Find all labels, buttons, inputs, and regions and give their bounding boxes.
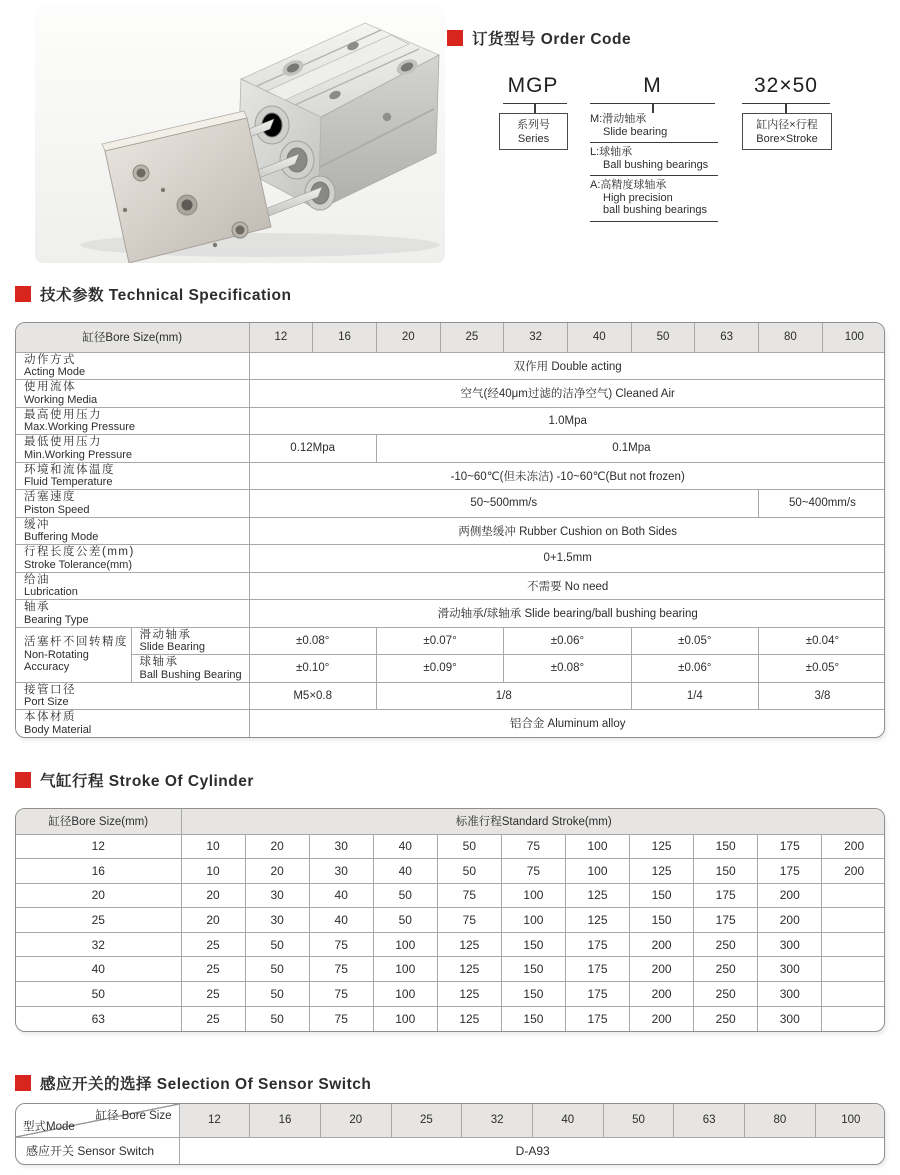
bore-header-cell: 25: [440, 323, 504, 352]
stroke-value-cell: 25: [181, 982, 245, 1007]
stroke-row: [16, 908, 885, 933]
stroke-value-cell: 50: [245, 982, 309, 1007]
stroke-bore-cell: 63: [16, 1006, 181, 1031]
stroke-value-cell: 200: [822, 834, 885, 859]
stroke-value-cell: 25: [181, 932, 245, 957]
stroke-value-cell: 200: [758, 908, 822, 933]
spec-row-label: 缓冲 Buffering Mode: [16, 517, 249, 545]
stroke-value-cell: 250: [694, 957, 758, 982]
spec-value-cell: 不需要 No need: [249, 572, 885, 600]
spec-value-cell: 铝合金 Aluminum alloy: [249, 710, 885, 737]
spec-row: [16, 655, 885, 683]
bearing-option: A:高精度球轴承 High precision ball bushing bearings: [590, 176, 718, 222]
bore-header-cell: 12: [179, 1104, 250, 1137]
stroke-value-cell: 50: [373, 908, 437, 933]
spec-value-cell: ±0.10°: [249, 655, 376, 683]
stroke-value-cell: 250: [694, 932, 758, 957]
red-bullet-icon: [15, 286, 31, 302]
spec-row: [16, 627, 885, 655]
stroke-value-cell: 125: [565, 883, 629, 908]
stroke-value-cell: 150: [630, 883, 694, 908]
series-label-zh: 系列号: [517, 119, 550, 131]
series-label-box: [499, 113, 568, 150]
stroke-bore-cell: 32: [16, 932, 181, 957]
stroke-value-cell: 300: [758, 982, 822, 1007]
stroke-row: [16, 834, 885, 859]
sensor-table: [16, 1104, 885, 1164]
stroke-value-cell: 20: [245, 859, 309, 884]
spec-value-cell: ±0.06°: [504, 627, 631, 655]
stroke-header-value: 标准行程Standard Stroke(mm): [181, 809, 885, 834]
stroke-value-cell: 30: [309, 834, 373, 859]
stroke-value-cell: [822, 932, 885, 957]
stroke-row: [16, 932, 885, 957]
spec-header-row: [16, 323, 885, 352]
stroke-value-cell: 50: [245, 932, 309, 957]
spec-value-cell: ±0.09°: [376, 655, 503, 683]
spec-value-cell: 空气(经40μm过滤的洁净空气) Cleaned Air: [249, 380, 885, 408]
stroke-value-cell: 150: [501, 982, 565, 1007]
stroke-row: [16, 859, 885, 884]
spec-row-sublabel: 滑动轴承 Slide Bearing: [131, 627, 249, 655]
spec-value-cell: 1/8: [376, 682, 631, 710]
stroke-value-cell: 75: [309, 982, 373, 1007]
stroke-value-cell: 30: [245, 883, 309, 908]
stroke-value-cell: 75: [501, 834, 565, 859]
bore-header-cell: 12: [249, 323, 313, 352]
spec-value-cell: ±0.08°: [504, 655, 631, 683]
size-label-en: Bore×Stroke: [756, 133, 818, 145]
stroke-value-cell: 250: [694, 1006, 758, 1031]
size-label-zh: 缸内径×行程: [756, 119, 818, 131]
bore-header-cell: 16: [313, 323, 377, 352]
stroke-bore-cell: 40: [16, 957, 181, 982]
stroke-value-cell: 75: [309, 932, 373, 957]
stroke-value-cell: 50: [245, 957, 309, 982]
stroke-value-cell: 75: [309, 957, 373, 982]
order-code-section-title: [447, 27, 631, 49]
stroke-value-cell: 10: [181, 834, 245, 859]
section-title-text: 感应开关的选择 Selection Of Sensor Switch: [40, 1076, 372, 1093]
stroke-value-cell: 125: [630, 859, 694, 884]
stroke-value-cell: 200: [630, 1006, 694, 1031]
connector-line: [534, 103, 536, 113]
stroke-value-cell: 75: [501, 859, 565, 884]
stroke-bore-cell: 25: [16, 908, 181, 933]
spec-row-label: 给油 Lubrication: [16, 572, 249, 600]
spec-row: [16, 682, 885, 710]
bearing-option: M:滑动轴承 Slide bearing: [590, 110, 718, 143]
stroke-value-cell: 125: [565, 908, 629, 933]
stroke-value-cell: 25: [181, 957, 245, 982]
spec-value-cell: 50~400mm/s: [759, 490, 886, 518]
stroke-row: [16, 1006, 885, 1031]
stroke-value-cell: 20: [181, 883, 245, 908]
bore-header-cell: 100: [822, 323, 885, 352]
stroke-table: [16, 809, 885, 1031]
stroke-value-cell: 10: [181, 859, 245, 884]
order-bearing-code: M: [643, 74, 662, 97]
stroke-value-cell: 25: [181, 1006, 245, 1031]
stroke-value-cell: 40: [373, 834, 437, 859]
spec-row: [16, 572, 885, 600]
stroke-table-container: [15, 808, 885, 1032]
stroke-value-cell: 125: [437, 932, 501, 957]
stroke-value-cell: 40: [309, 908, 373, 933]
stroke-value-cell: [822, 957, 885, 982]
spec-value-cell: 双作用 Double acting: [249, 352, 885, 380]
stroke-row: [16, 883, 885, 908]
spec-value-cell: ±0.06°: [631, 655, 758, 683]
stroke-value-cell: 75: [437, 883, 501, 908]
spec-header-label: 缸径Bore Size(mm): [16, 323, 249, 352]
bore-header-cell: 32: [462, 1104, 533, 1137]
spec-value-cell: ±0.05°: [631, 627, 758, 655]
stroke-value-cell: 175: [565, 1006, 629, 1031]
spec-row-label: 活塞杆不回转精度 Non-Rotating Accuracy: [16, 627, 131, 682]
stroke-value-cell: 200: [630, 982, 694, 1007]
stroke-value-cell: 175: [758, 859, 822, 884]
stroke-value-cell: 125: [437, 957, 501, 982]
spec-value-cell: 滑动轴承/球轴承 Slide bearing/ball bushing bearing: [249, 600, 885, 628]
spec-value-cell: 3/8: [759, 682, 886, 710]
stroke-value-cell: 75: [309, 1006, 373, 1031]
stroke-value-cell: 50: [437, 834, 501, 859]
stroke-value-cell: [822, 1006, 885, 1031]
bore-header-cell: 50: [603, 1104, 674, 1137]
stroke-value-cell: 40: [373, 859, 437, 884]
diagonal-header-cell: [16, 1104, 179, 1137]
stroke-value-cell: 175: [565, 957, 629, 982]
spec-row-label: 最低使用压力 Min.Working Pressure: [16, 435, 249, 463]
bore-header-cell: 40: [532, 1104, 603, 1137]
spec-value-cell: 0+1.5mm: [249, 545, 885, 573]
spec-table: [16, 323, 885, 737]
stroke-value-cell: 250: [694, 982, 758, 1007]
stroke-value-cell: 20: [181, 908, 245, 933]
bore-header-cell: 20: [376, 323, 440, 352]
stroke-value-cell: 30: [309, 859, 373, 884]
stroke-value-cell: 300: [758, 957, 822, 982]
spec-row: [16, 490, 885, 518]
spec-value-cell: ±0.08°: [249, 627, 376, 655]
stroke-bore-cell: 20: [16, 883, 181, 908]
stroke-value-cell: 175: [565, 982, 629, 1007]
stroke-value-cell: 175: [565, 932, 629, 957]
bore-header-cell: 63: [674, 1104, 745, 1137]
stroke-value-cell: 125: [437, 1006, 501, 1031]
sensor-table-container: [15, 1103, 885, 1165]
stroke-value-cell: 150: [501, 932, 565, 957]
stroke-value-cell: [822, 883, 885, 908]
product-photo: [35, 5, 445, 263]
spec-row-label: 最高使用压力 Max.Working Pressure: [16, 407, 249, 435]
section-title-text: 订货型号 Order Code: [472, 31, 632, 48]
stroke-value-cell: 175: [694, 883, 758, 908]
stroke-value-cell: 300: [758, 1006, 822, 1031]
spec-row: [16, 517, 885, 545]
stroke-value-cell: 40: [309, 883, 373, 908]
stroke-value-cell: 100: [501, 908, 565, 933]
bearing-option: L:球轴承 Ball bushing bearings: [590, 143, 718, 176]
bore-header-cell: 32: [504, 323, 568, 352]
stroke-value-cell: 175: [758, 834, 822, 859]
spec-row: [16, 380, 885, 408]
stroke-value-cell: 125: [630, 834, 694, 859]
spec-row: [16, 407, 885, 435]
spec-row: [16, 600, 885, 628]
spec-row: [16, 545, 885, 573]
bore-header-cell: 20: [320, 1104, 391, 1137]
spec-row: [16, 710, 885, 737]
stroke-value-cell: 100: [565, 859, 629, 884]
stroke-value-cell: 75: [437, 908, 501, 933]
stroke-value-cell: 175: [694, 908, 758, 933]
spec-row-label: 活塞速度 Piston Speed: [16, 490, 249, 518]
spec-row-sublabel: 球轴承 Ball Bushing Bearing: [131, 655, 249, 683]
bore-header-cell: 40: [567, 323, 631, 352]
spec-value-cell: 1/4: [631, 682, 758, 710]
spec-row-label: 环境和流体温度 Fluid Temperature: [16, 462, 249, 490]
stroke-value-cell: 200: [630, 932, 694, 957]
spec-value-cell: ±0.05°: [759, 655, 886, 683]
stroke-value-cell: 20: [245, 834, 309, 859]
stroke-value-cell: 100: [373, 932, 437, 957]
series-label-en: Series: [517, 133, 550, 145]
bore-header-cell: 50: [631, 323, 695, 352]
spec-value-cell: 两侧垫缓冲 Rubber Cushion on Both Sides: [249, 517, 885, 545]
stroke-value-cell: 50: [437, 859, 501, 884]
stroke-value-cell: 100: [501, 883, 565, 908]
spec-row-label: 行程长度公差(mm) Stroke Tolerance(mm): [16, 545, 249, 573]
stroke-value-cell: 200: [758, 883, 822, 908]
stroke-value-cell: 30: [245, 908, 309, 933]
bore-header-cell: 63: [695, 323, 759, 352]
order-series-code: MGP: [507, 74, 559, 97]
bore-header-cell: 16: [250, 1104, 321, 1137]
stroke-header-row: [16, 809, 885, 834]
stroke-value-cell: 100: [565, 834, 629, 859]
spec-table-container: [15, 322, 885, 738]
stroke-value-cell: 150: [501, 957, 565, 982]
spec-row: [16, 435, 885, 463]
product-image: [35, 5, 445, 263]
stroke-header-label: 缸径Bore Size(mm): [16, 809, 181, 834]
stroke-row: [16, 982, 885, 1007]
order-size-code: 32×50: [754, 74, 818, 97]
red-bullet-icon: [15, 772, 31, 788]
spec-value-cell: 0.1Mpa: [376, 435, 885, 463]
stroke-bore-cell: 12: [16, 834, 181, 859]
bearing-options-list: [590, 110, 718, 222]
stroke-bore-cell: 16: [16, 859, 181, 884]
spec-value-cell: 50~500mm/s: [249, 490, 759, 518]
stroke-value-cell: 150: [501, 1006, 565, 1031]
connector-line: [785, 103, 787, 113]
stroke-value-cell: 100: [373, 1006, 437, 1031]
sensor-data-row: [16, 1137, 885, 1164]
spec-row: [16, 352, 885, 380]
spec-row: [16, 462, 885, 490]
stroke-value-cell: 300: [758, 932, 822, 957]
spec-row-label: 本体材质 Body Material: [16, 710, 249, 737]
stroke-value-cell: 150: [694, 859, 758, 884]
stroke-bore-cell: 50: [16, 982, 181, 1007]
section-title-text: 技术参数 Technical Specification: [40, 287, 292, 304]
bore-size-header: 缸径 Bore Size: [95, 1110, 172, 1122]
sensor-section-title: [15, 1072, 371, 1094]
stroke-value-cell: 50: [245, 1006, 309, 1031]
stroke-value-cell: [822, 908, 885, 933]
spec-value-cell: 0.12Mpa: [249, 435, 376, 463]
spec-value-cell: ±0.07°: [376, 627, 503, 655]
stroke-value-cell: [822, 982, 885, 1007]
sensor-row-label: 感应开关 Sensor Switch: [16, 1137, 179, 1164]
spec-value-cell: 1.0Mpa: [249, 407, 885, 435]
stroke-value-cell: 50: [373, 883, 437, 908]
stroke-value-cell: 200: [630, 957, 694, 982]
spec-row-label: 轴承 Bearing Type: [16, 600, 249, 628]
bore-header-cell: 80: [745, 1104, 816, 1137]
mode-header: 型式Mode: [23, 1120, 75, 1133]
red-bullet-icon: [15, 1075, 31, 1091]
sensor-switch-value: D-A93: [179, 1137, 885, 1164]
stroke-value-cell: 100: [373, 982, 437, 1007]
spec-value-cell: ±0.04°: [759, 627, 886, 655]
stroke-value-cell: 150: [630, 908, 694, 933]
stroke-value-cell: 200: [822, 859, 885, 884]
bore-header-cell: 80: [759, 323, 823, 352]
stroke-value-cell: 100: [373, 957, 437, 982]
stroke-row: [16, 957, 885, 982]
spec-row-label: 使用流体 Working Media: [16, 380, 249, 408]
sensor-header-row: [16, 1104, 885, 1137]
spec-row-label: 接管口径 Port Size: [16, 682, 249, 710]
spec-section-title: [15, 283, 291, 305]
red-bullet-icon: [447, 30, 463, 46]
spec-row-label: 动作方式 Acting Mode: [16, 352, 249, 380]
section-title-text: 气缸行程 Stroke Of Cylinder: [40, 773, 254, 790]
spec-value-cell: -10~60℃(但未冻洁) -10~60℃(But not frozen): [249, 462, 885, 490]
stroke-value-cell: 150: [694, 834, 758, 859]
bore-header-cell: 100: [815, 1104, 885, 1137]
size-label-box: [742, 113, 832, 150]
spec-value-cell: M5×0.8: [249, 682, 376, 710]
stroke-value-cell: 125: [437, 982, 501, 1007]
bore-header-cell: 25: [391, 1104, 462, 1137]
stroke-section-title: [15, 769, 254, 791]
